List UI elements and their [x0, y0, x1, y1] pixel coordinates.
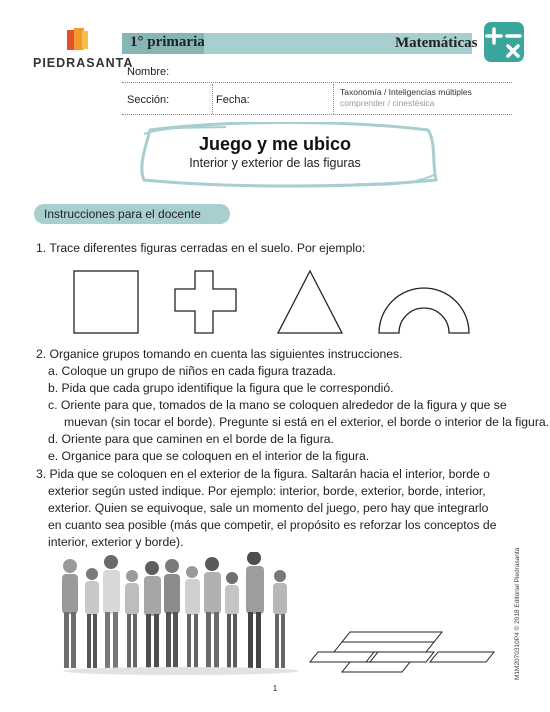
child-figure	[273, 570, 287, 668]
arch-shape	[379, 288, 469, 333]
field-divider	[333, 84, 334, 114]
date-label: Fecha:	[216, 94, 250, 106]
title-banner	[136, 122, 442, 188]
child-figure	[246, 552, 264, 668]
page-title: Juego y me ubico	[198, 134, 352, 154]
math-operations-icon	[482, 20, 526, 64]
step-3-line5: interior, exterior y borde).	[48, 535, 184, 549]
taxonomy-values: comprender / cinestésica	[340, 98, 435, 108]
step-2e: e. Organice para que se coloquen en el interior de la figura.	[48, 449, 370, 463]
grade-label: 1° primaria	[130, 34, 205, 50]
triangle-shape	[278, 271, 342, 333]
taxonomy-label: Taxonomía / Inteligencias múltiples	[340, 87, 472, 97]
field-divider	[212, 84, 213, 114]
child-figure	[225, 572, 239, 668]
subject-label: Matemáticas	[395, 35, 478, 51]
example-shapes	[70, 266, 480, 338]
child-figure	[204, 557, 221, 668]
step-2b: b. Pida que cada grupo identifique la figura que le correspondió.	[48, 381, 394, 395]
child-figure	[125, 570, 139, 668]
child-figure	[185, 566, 200, 668]
children-photo	[56, 552, 306, 676]
step-2c-line2: muevan (sin tocar el borde). Pregunte si está en el exterior, el borde o interior de la figura.	[64, 415, 550, 429]
step-2a: a. Coloque un grupo de niños en cada figura trazada.	[48, 364, 336, 378]
name-line[interactable]	[122, 82, 512, 83]
child-figure	[62, 559, 78, 668]
square-shape	[74, 271, 138, 333]
brand-logo-icon	[66, 28, 90, 54]
page-subtitle: Interior y exterior de las figuras	[189, 156, 361, 170]
child-figure	[144, 561, 161, 668]
step-1: 1. Trace diferentes figuras cerradas en el suelo. Por ejemplo:	[36, 241, 366, 255]
step-2c-line1: c. Oriente para que, tomados de la mano se coloquen alrededor de la figura y que se	[48, 398, 507, 412]
brand-name: PIEDRASANTA	[33, 56, 134, 70]
step-3-line1: 3. Pida que se coloquen en el exterior de la figura. Saltarán hacia el interior, borde o	[36, 467, 490, 481]
copyright-note: M1M2070310P4 © 2018 Editorial Piedrasanta	[514, 547, 521, 680]
cross-shape	[175, 271, 236, 333]
instructions-tag-label: Instrucciones para el docente	[44, 207, 201, 221]
step-2d: d. Oriente para que caminen en el borde de la figura.	[48, 432, 334, 446]
child-figure	[103, 555, 120, 668]
step-3-line3: exterior. Quien se equivoque, sale un momento del juego, pero hay que integrarlo	[48, 501, 489, 515]
name-label: Nombre:	[127, 66, 170, 78]
child-figure	[85, 568, 99, 668]
step-3-line4: en cuanto sea posible (más que competir, el propósito es reforzar los conceptos de	[48, 518, 497, 532]
section-line	[122, 114, 512, 115]
step-2: 2. Organice grupos tomando en cuenta las siguientes instrucciones.	[36, 347, 403, 361]
page-number: 1	[272, 684, 278, 693]
child-figure	[164, 559, 180, 668]
step-3-line2: exterior según usted indique. Por ejemplo: interior, borde, exterior, borde, interior,	[48, 484, 486, 498]
section-label: Sección:	[127, 94, 170, 106]
floor-grid-figure	[308, 626, 500, 678]
